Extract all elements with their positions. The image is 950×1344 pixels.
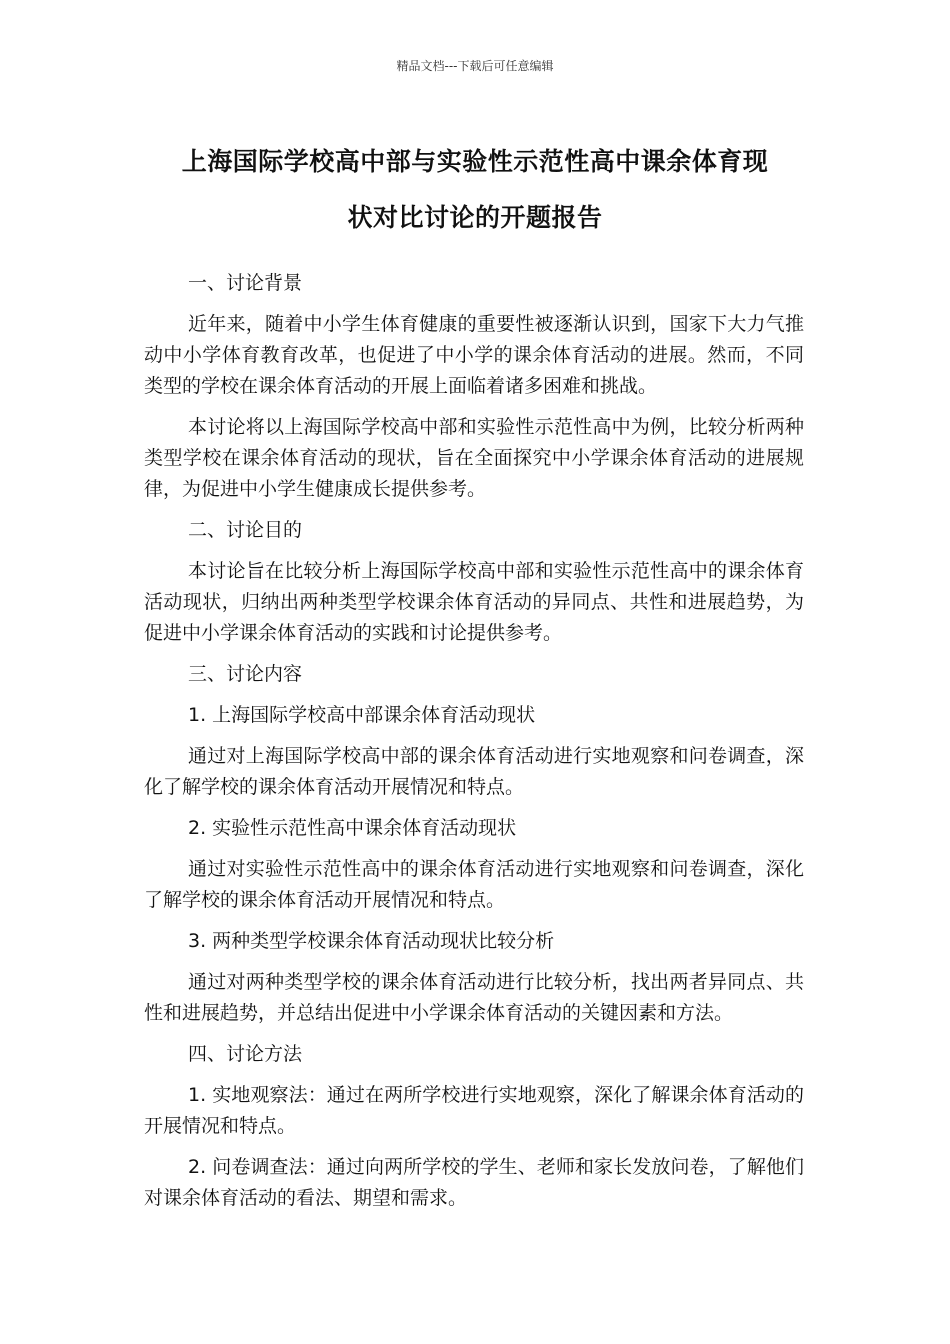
document-body [144,268,804,1224]
subheading: 3. 两种类型学校课余体育活动现状比较分析 [188,930,555,952]
paragraph: 本讨论旨在比较分析上海国际学校高中部和实验性示范性高中的课余体育活动现状，归纳出两种类型学校课余体育活动的异同点、共性和进展趋势，为促进中小学课余体育活动的实践和讨论提供参考。 [144,560,804,644]
paragraph: 通过对实验性示范性高中的课余体育活动进行实地观察和问卷调查，深化了解学校的课余体育活动开展情况和特点。 [144,858,804,911]
section-heading-content: 三、讨论内容 [188,663,303,685]
paragraph: 通过对上海国际学校高中部的课余体育活动进行实地观察和问卷调查，深化了解学校的课余体育活动开展情况和特点。 [144,745,804,798]
title-line-2: 状对比讨论的开题报告 [347,203,603,232]
paragraph: 通过对两种类型学校的课余体育活动进行比较分析，找出两者异同点、共性和进展趋势，并总结出促进中小学课余体育活动的关键因素和方法。 [144,971,804,1024]
section-heading-method: 四、讨论方法 [188,1043,303,1065]
title-line-1: 上海国际学校高中部与实验性示范性高中课余体育现 [181,147,769,176]
header-note: 精品文档---下载后可任意编辑 [396,59,554,73]
paragraph: 本讨论将以上海国际学校高中部和实验性示范性高中为例，比较分析两种类型学校在课余体育活动的现状，旨在全面探究中小学课余体育活动的进展规律，为促进中小学生健康成长提供参考。 [144,416,804,500]
subheading: 1. 上海国际学校高中部课余体育活动现状 [188,704,536,726]
paragraph: 1. 实地观察法：通过在两所学校进行实地观察，深化了解课余体育活动的开展情况和特点。 [144,1084,804,1137]
paragraph: 2. 问卷调查法：通过向两所学校的学生、老师和家长发放问卷，了解他们对课余体育活动的看法、期望和需求。 [144,1156,804,1209]
section-heading-background: 一、讨论背景 [188,272,303,294]
paragraph: 近年来，随着中小学生体育健康的重要性被逐渐认识到，国家下大力气推动中小学体育教育改革，也促进了中小学的课余体育活动的进展。然而，不同类型的学校在课余体育活动的开展上面临着诸多困难和挑战。 [144,313,804,397]
subheading: 2. 实验性示范性高中课余体育活动现状 [188,817,517,839]
document-title [100,134,850,246]
section-heading-purpose: 二、讨论目的 [188,519,303,541]
